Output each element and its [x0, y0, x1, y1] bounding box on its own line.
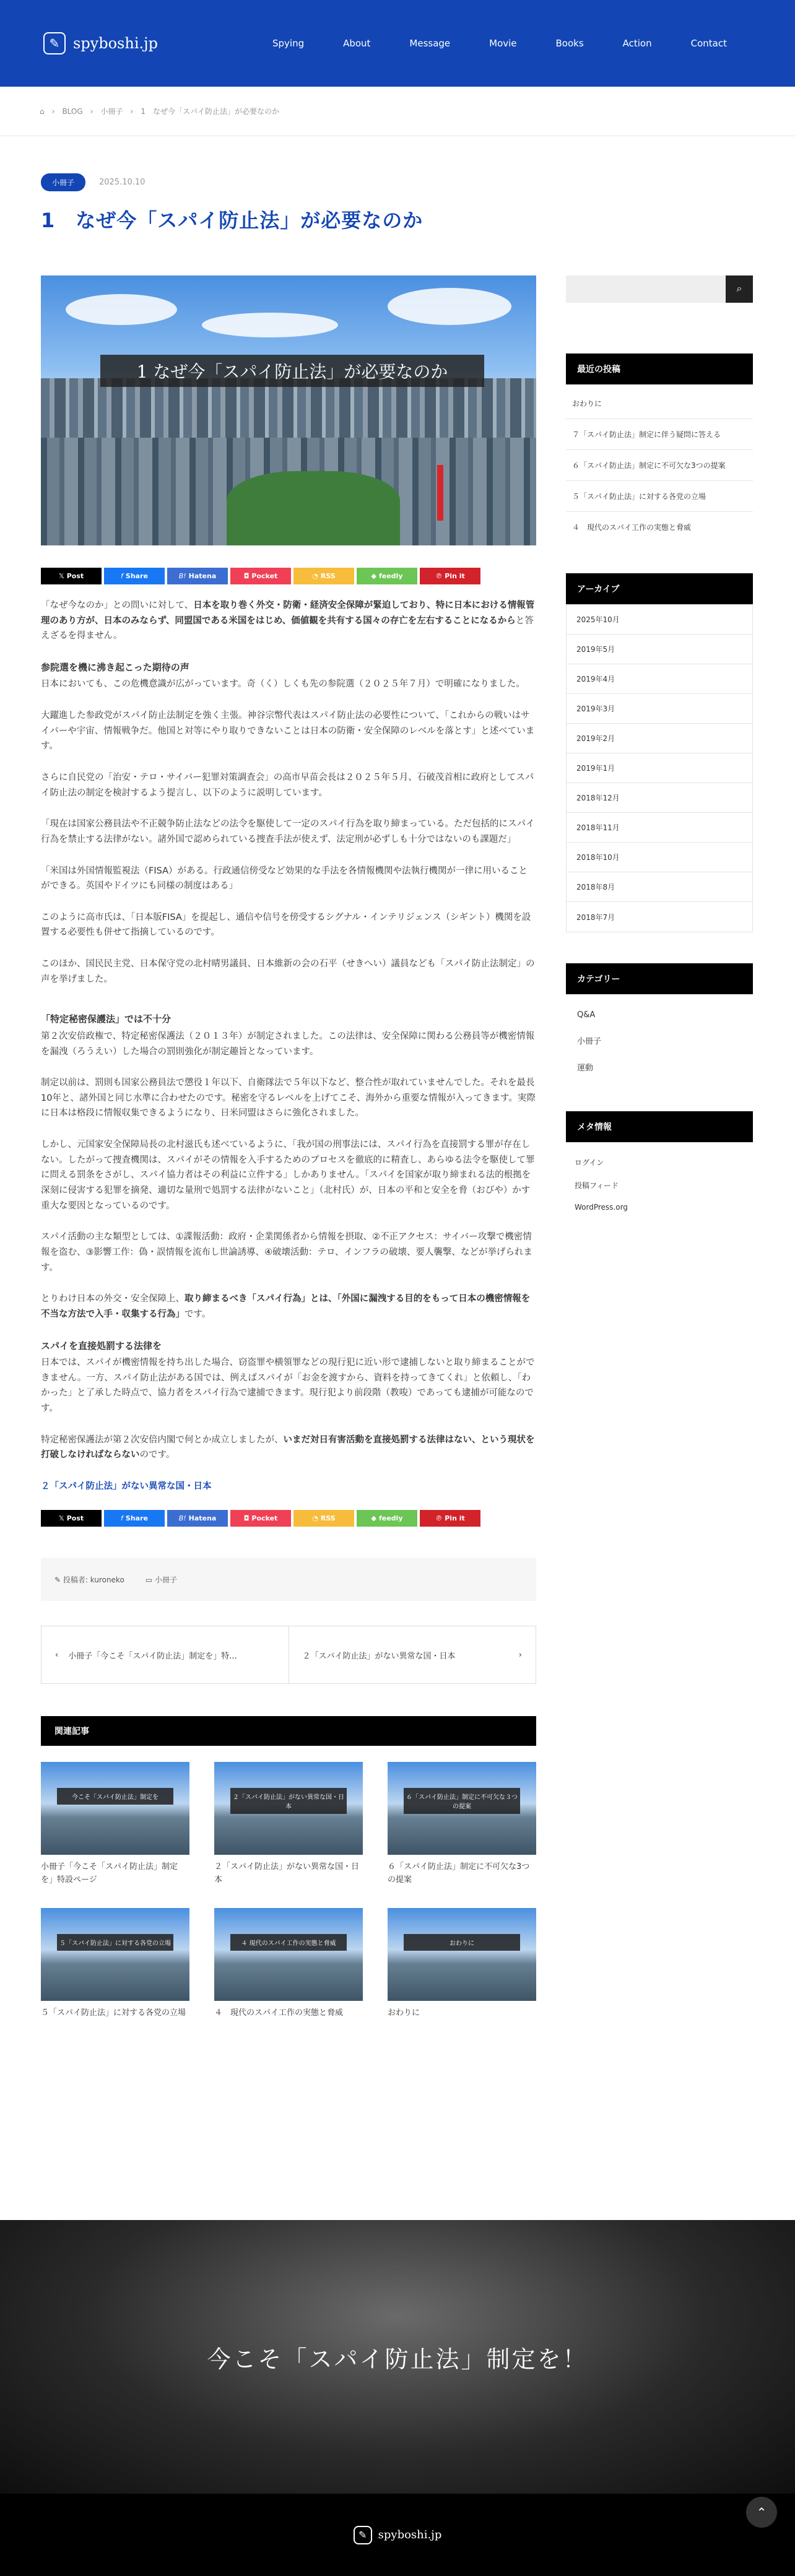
chevron-up-icon: ⌃ [756, 2505, 767, 2520]
related-card[interactable] [41, 1908, 189, 2037]
breadcrumb-blog[interactable]: BLOG [62, 106, 83, 116]
article-body [41, 598, 536, 1494]
chevron-left-icon: ‹ [55, 1650, 59, 1660]
pocket-icon: ◘ [243, 1514, 250, 1523]
related-thumbnail: ４ 現代のスパイ工作の実態と脅威 [214, 1908, 363, 2001]
prev-post-link[interactable]: ‹ 小冊子「今こそ「スパイ防止法」制定を」特... [41, 1626, 289, 1683]
paragraph: このほか、国民民主党、日本保守党の北村晴男議員、日本維新の会の石平（せきへい）議員なども「スパイ防止法制定」の声を挙げました。 [41, 959, 535, 984]
related-thumbnail: おわりに [388, 1908, 536, 2001]
recent-item[interactable]: おわりに [566, 384, 753, 419]
recent-item[interactable]: ５「スパイ防止法」に対する各党の立場 [566, 481, 753, 512]
post-date: 2025.10.10 [99, 178, 146, 187]
related-title: ４ 現代のスパイ工作の実態と脅威 [214, 2008, 344, 2018]
next-post-link[interactable]: ２「スパイ防止法」がない異常な国・日本 › [302, 1650, 522, 1661]
related-card[interactable] [41, 1762, 189, 1891]
paragraph: しかし、元国家安全保障局長の北村滋氏も述べているように、「我が国の刑事法には、スパイ行為を直接罰する罪が存在しない。したがって捜査機関は、スパイがその情報を入手するためのプロセスを徹底的に精査し、あらゆる法令を駆使して罪に問える罰条をさがし、スパイ協力者はその利益に立件する」しかありません。「スパイを国家が取り締まれる法的根拠を深刻に侵害する犯罪を摘発、適切な量刑で処罰する法律がないこと」（北村氏）が、日本の平和と安全を脅（おびや）かす重大な要因となっているのです。 [41, 1140, 535, 1211]
share-pinterest-button[interactable]: ℗ Pin it [420, 1510, 480, 1527]
paragraph: 日本では、スパイが機密情報を持ち出した場合、窃盗罪や横領罪などの現行犯に近い形で逮捕しないと取り締まることができません。一方、スパイ防止法がある国では、例えばスパイが「お金を渡すから、資料を持ってきてくれ」と依頼し、「わかった」と了承した時点で、協力者をスパイ行為で逮捕できます。現行犯より前段階（教唆）であっても逮捕が可能なのです。 [41, 1358, 535, 1413]
paragraph: 特定秘密保護法が第２次安倍内閣で何とか成立しましたが、いまだ対日有害活動を直接処罰する法律はない、という現状を打破しなければならないのです。 [41, 1434, 535, 1460]
paragraph: 「なぜ今なのか」との問いに対して、日本を取り巻く外交・防衛・経済安全保障が緊迫しており、特に日本における情報管理のあり方が、日本のみならず、同盟国である米国をはじめ、価値観を共有する国々の存亡を左右することになるからと答えざるを得ません。 [41, 601, 535, 641]
hatena-icon: B! [178, 572, 186, 580]
nav-movie[interactable]: Movie [489, 38, 517, 49]
share-feedly-button[interactable]: ◆ feedly [357, 1510, 417, 1527]
facebook-icon: f [121, 572, 123, 580]
related-card[interactable] [214, 1762, 363, 1891]
share-rss-button[interactable]: ◔ RSS [293, 1510, 354, 1527]
search-input[interactable] [566, 275, 726, 303]
paragraph: 日本においても、この危機意識が広がっています。奇（く）しくも先の参院選（２０２５年７月）で明確になりました。 [41, 679, 525, 690]
related-thumbnail: ６「スパイ防止法」制定に不可欠な３つの提案 [388, 1762, 536, 1855]
pinterest-icon: ℗ [435, 572, 443, 580]
meta-item[interactable]: 投稿フィード [575, 1181, 619, 1190]
post-navigation [41, 1626, 536, 1684]
related-grid [41, 1762, 536, 2037]
article [41, 275, 536, 2037]
related-title: ６「スパイ防止法」制定に不可欠な3つの提案 [388, 1862, 530, 1885]
breadcrumb: ⌂ › BLOG › 小冊子 › 1 なぜ今「スパイ防止法」が必要なのか [0, 87, 795, 136]
back-to-top-button[interactable] [746, 2497, 777, 2528]
x-icon: 𝕏 [58, 1514, 64, 1523]
paragraph: 「米国は外国情報監視法（FISA）がある。行政通信傍受など効果的な手法を各情報機関や法執行機関が一律に用いることができる。英国やドイツにも同様の制度はある」 [41, 865, 528, 891]
rss-icon: ◔ [312, 572, 318, 580]
hero-caption: 1 なぜ今「スパイ防止法」が必要なのか [100, 355, 484, 387]
archive-item[interactable]: 2019年3月 [567, 694, 752, 724]
meta-item[interactable]: WordPress.org [575, 1203, 628, 1212]
share-facebook-button[interactable]: f Share [104, 568, 165, 584]
nav-books[interactable]: Books [555, 38, 584, 49]
paragraph: 「現在は国家公務員法や不正競争防止法などの法令を駆使して一定のスパイ行為を取り締まっている。ただ包括的にスパイ行為を禁止する法律がない。諸外国で認められている捜査手法が使えず、法定刑が必ずしも十分ではないのも課題だ」 [41, 819, 535, 844]
share-pocket-button[interactable]: ◘ Pocket [230, 1510, 291, 1527]
hatena-icon: B! [178, 1514, 186, 1523]
sidebar [566, 275, 753, 2037]
share-facebook-button[interactable]: f Share [104, 1510, 165, 1527]
nav-message[interactable]: Message [409, 38, 451, 49]
author-category-link[interactable]: 小冊子 [154, 1575, 177, 1584]
share-feedly-button[interactable]: ◆ feedly [357, 568, 417, 584]
archive-item[interactable]: 2018年10月 [567, 843, 752, 872]
nav-about[interactable]: About [343, 38, 371, 49]
archive-item[interactable]: 2018年7月 [576, 913, 615, 922]
section-heading: スパイを直接処罰する法律を [41, 1340, 162, 1351]
section-heading: 参院選を機に沸き起こった期待の声 [41, 661, 189, 673]
related-title: ５「スパイ防止法」に対する各党の立場 [41, 2008, 186, 2018]
related-heading: 関連記事 [41, 1716, 536, 1746]
footer-logo-icon: ✎ [354, 2526, 372, 2544]
paragraph: 大躍進した参政党がスパイ防止法制定を強く主張。神谷宗幣代表はスパイ防止法の必要性について、「これからの戦いはサイバーや宇宙、情報戦争だ。他国と対等にやり取りできないことは日本の防衛・安全保障のレベルを落とす」と述べています。 [41, 711, 535, 752]
post-meta [0, 136, 795, 191]
meta-list [566, 1142, 753, 1218]
related-title: ２「スパイ防止法」がない異常な国・日本 [214, 1862, 360, 1885]
breadcrumb-category[interactable]: 小冊子 [100, 107, 123, 116]
related-thumbnail: 今こそ「スパイ防止法」制定を [41, 1762, 189, 1855]
category-item[interactable]: 運動 [577, 1064, 594, 1073]
author-box [41, 1558, 536, 1601]
share-hatena-button[interactable]: B! Hatena [167, 1510, 228, 1527]
archive-heading: アーカイブ [566, 573, 753, 604]
logo-text: spyboshi.jp [73, 35, 158, 52]
archive-item[interactable]: 2018年11月 [567, 813, 752, 843]
facebook-icon: f [121, 1514, 123, 1523]
nav-action[interactable]: Action [622, 38, 652, 49]
share-x-button[interactable]: 𝕏 Post [41, 1510, 102, 1527]
feedly-icon: ◆ [371, 1514, 376, 1523]
next-chapter-link[interactable]: ２「スパイ防止法」がない異常な国・日本 [41, 1481, 212, 1491]
breadcrumb-current: 1 なぜ今「スパイ防止法」が必要なのか [141, 107, 279, 116]
category-list [566, 994, 753, 1080]
pencil-icon: ✎ [54, 1575, 61, 1584]
related-title: おわりに [388, 2008, 420, 2018]
category-item[interactable]: 小冊子 [577, 1037, 602, 1046]
pocket-icon: ◘ [243, 572, 250, 580]
recent-heading: 最近の投稿 [566, 353, 753, 384]
chevron-right-icon: › [518, 1650, 522, 1660]
section-heading: 「特定秘密保護法」では不十分 [41, 1013, 172, 1025]
nav-spying[interactable]: Spying [272, 38, 305, 49]
share-x-button[interactable]: 𝕏 Post [41, 568, 102, 584]
folder-icon: ▭ [145, 1575, 153, 1584]
rss-icon: ◔ [312, 1514, 318, 1523]
feedly-icon: ◆ [371, 572, 376, 580]
related-card[interactable] [388, 1762, 536, 1891]
share-bar-bottom [41, 1510, 536, 1527]
page-title: 1 なぜ今「スパイ防止法」が必要なのか [41, 209, 424, 232]
archive-item[interactable]: 2019年4月 [567, 664, 752, 694]
archive-item[interactable]: 2019年2月 [567, 724, 752, 753]
related-title: 小冊子「今こそ「スパイ防止法」制定を」特設ページ [41, 1862, 178, 1885]
meta-heading: メタ情報 [566, 1111, 753, 1142]
paragraph: さらに自民党の「治安・テロ・サイバー犯罪対策調査会」の高市早苗会長は２０２５年５月、石破茂首相に政府としてスパイ防止法の制定を検討するよう提言し、以下のように説明しています。 [41, 772, 534, 798]
search-button[interactable] [726, 275, 753, 303]
recent-list [566, 384, 753, 542]
archive-item[interactable]: 2018年8月 [567, 872, 752, 902]
share-pinterest-button[interactable]: ℗ Pin it [420, 568, 480, 584]
recent-item[interactable]: ７「スパイ防止法」制定に伴う疑問に答える [566, 419, 753, 450]
pinterest-icon: ℗ [435, 1514, 443, 1523]
main-nav [266, 38, 752, 49]
related-thumbnail: ２「スパイ防止法」がない異常な国・日本 [214, 1762, 363, 1855]
related-card[interactable] [214, 1908, 363, 2037]
share-rss-button[interactable]: ◔ RSS [293, 568, 354, 584]
cta-banner [0, 2220, 795, 2494]
search-icon: ⌕ [736, 284, 742, 294]
nav-contact[interactable]: Contact [690, 38, 727, 49]
paragraph: 制定以前は、罰則も国家公務員法で懲役１年以下、自衛隊法で５年以下など、整合性が取れていませんでした。それを最長10年と、諸外国と同じ水準に合わせたのです。秘密を守るレベルを上げてこそ、海外から重要な情報が入ってきます。実際に日本は格段に情報収集できるようになり、日米同盟はさらに強化されました。 [41, 1078, 536, 1119]
meta-item[interactable]: ログイン [575, 1158, 604, 1167]
site-logo[interactable] [43, 32, 266, 54]
recent-item[interactable]: ４ 現代のスパイ工作の実態と脅威 [572, 523, 692, 532]
related-thumbnail: ５「スパイ防止法」に対する各党の立場 [41, 1908, 189, 2001]
content-wrap [0, 275, 795, 2037]
recent-item[interactable]: ６「スパイ防止法」制定に不可欠な3つの提案 [566, 450, 753, 481]
archive-item[interactable]: 2019年1月 [567, 753, 752, 783]
author-link[interactable]: 投稿者: kuroneko [63, 1575, 124, 1584]
site-header [0, 0, 795, 87]
site-footer [0, 2494, 795, 2576]
logo-emblem-icon: ✎ [43, 32, 66, 54]
hero-image [41, 275, 536, 545]
archive-item[interactable]: 2025年10月 [567, 605, 752, 635]
home-icon[interactable]: ⌂ [40, 106, 45, 116]
paragraph: 第２次安倍政権で、特定秘密保護法（２０１３年）が制定されました。この法律は、安全保障に関わる公務員等が機密情報を漏洩（ろうえい）した場合の罰則強化が制定趣旨となっています。 [41, 1031, 535, 1057]
category-heading: カテゴリー [566, 963, 753, 994]
paragraph: スパイ活動の主な類型としては、①諜報活動：政府・企業関係者から情報を摂取、②不正アクセス：サイバー攻撃で機密情報を盗む、③影響工作：偽・誤情報を流布し世論誘導、④破壊活動：テロ、インフラの破壊、要人襲撃、などが挙げられます。 [41, 1232, 532, 1273]
archive-item[interactable]: 2018年12月 [567, 783, 752, 813]
share-bar-top [41, 568, 536, 584]
x-icon: 𝕏 [58, 572, 64, 580]
share-hatena-button[interactable]: B! Hatena [167, 568, 228, 584]
footer-logo-text: spyboshi.jp [378, 2528, 442, 2541]
archive-item[interactable]: 2019年5月 [567, 635, 752, 664]
archive-list [566, 604, 753, 932]
category-item[interactable]: Q&A [577, 1010, 596, 1020]
related-card[interactable] [388, 1908, 536, 2037]
category-badge[interactable]: 小冊子 [41, 173, 85, 191]
paragraph: このように高市氏は、「日本版FISA」を提起し、通信や信号を傍受するシグナル・インテリジェンス（シギント）機関を設置する必要性も併せて指摘しているのです。 [41, 912, 531, 938]
share-pocket-button[interactable]: ◘ Pocket [230, 568, 291, 584]
cta-text: 今こそ「スパイ防止法」制定を！ [207, 2345, 588, 2373]
paragraph: とりわけ日本の外交・安全保障上、取り締まるべき「スパイ行為」とは、「外国に漏洩する目的をもって日本の機密情報を不当な方法で入手・収集する行為」です。 [41, 1294, 531, 1319]
search-form [566, 275, 753, 303]
